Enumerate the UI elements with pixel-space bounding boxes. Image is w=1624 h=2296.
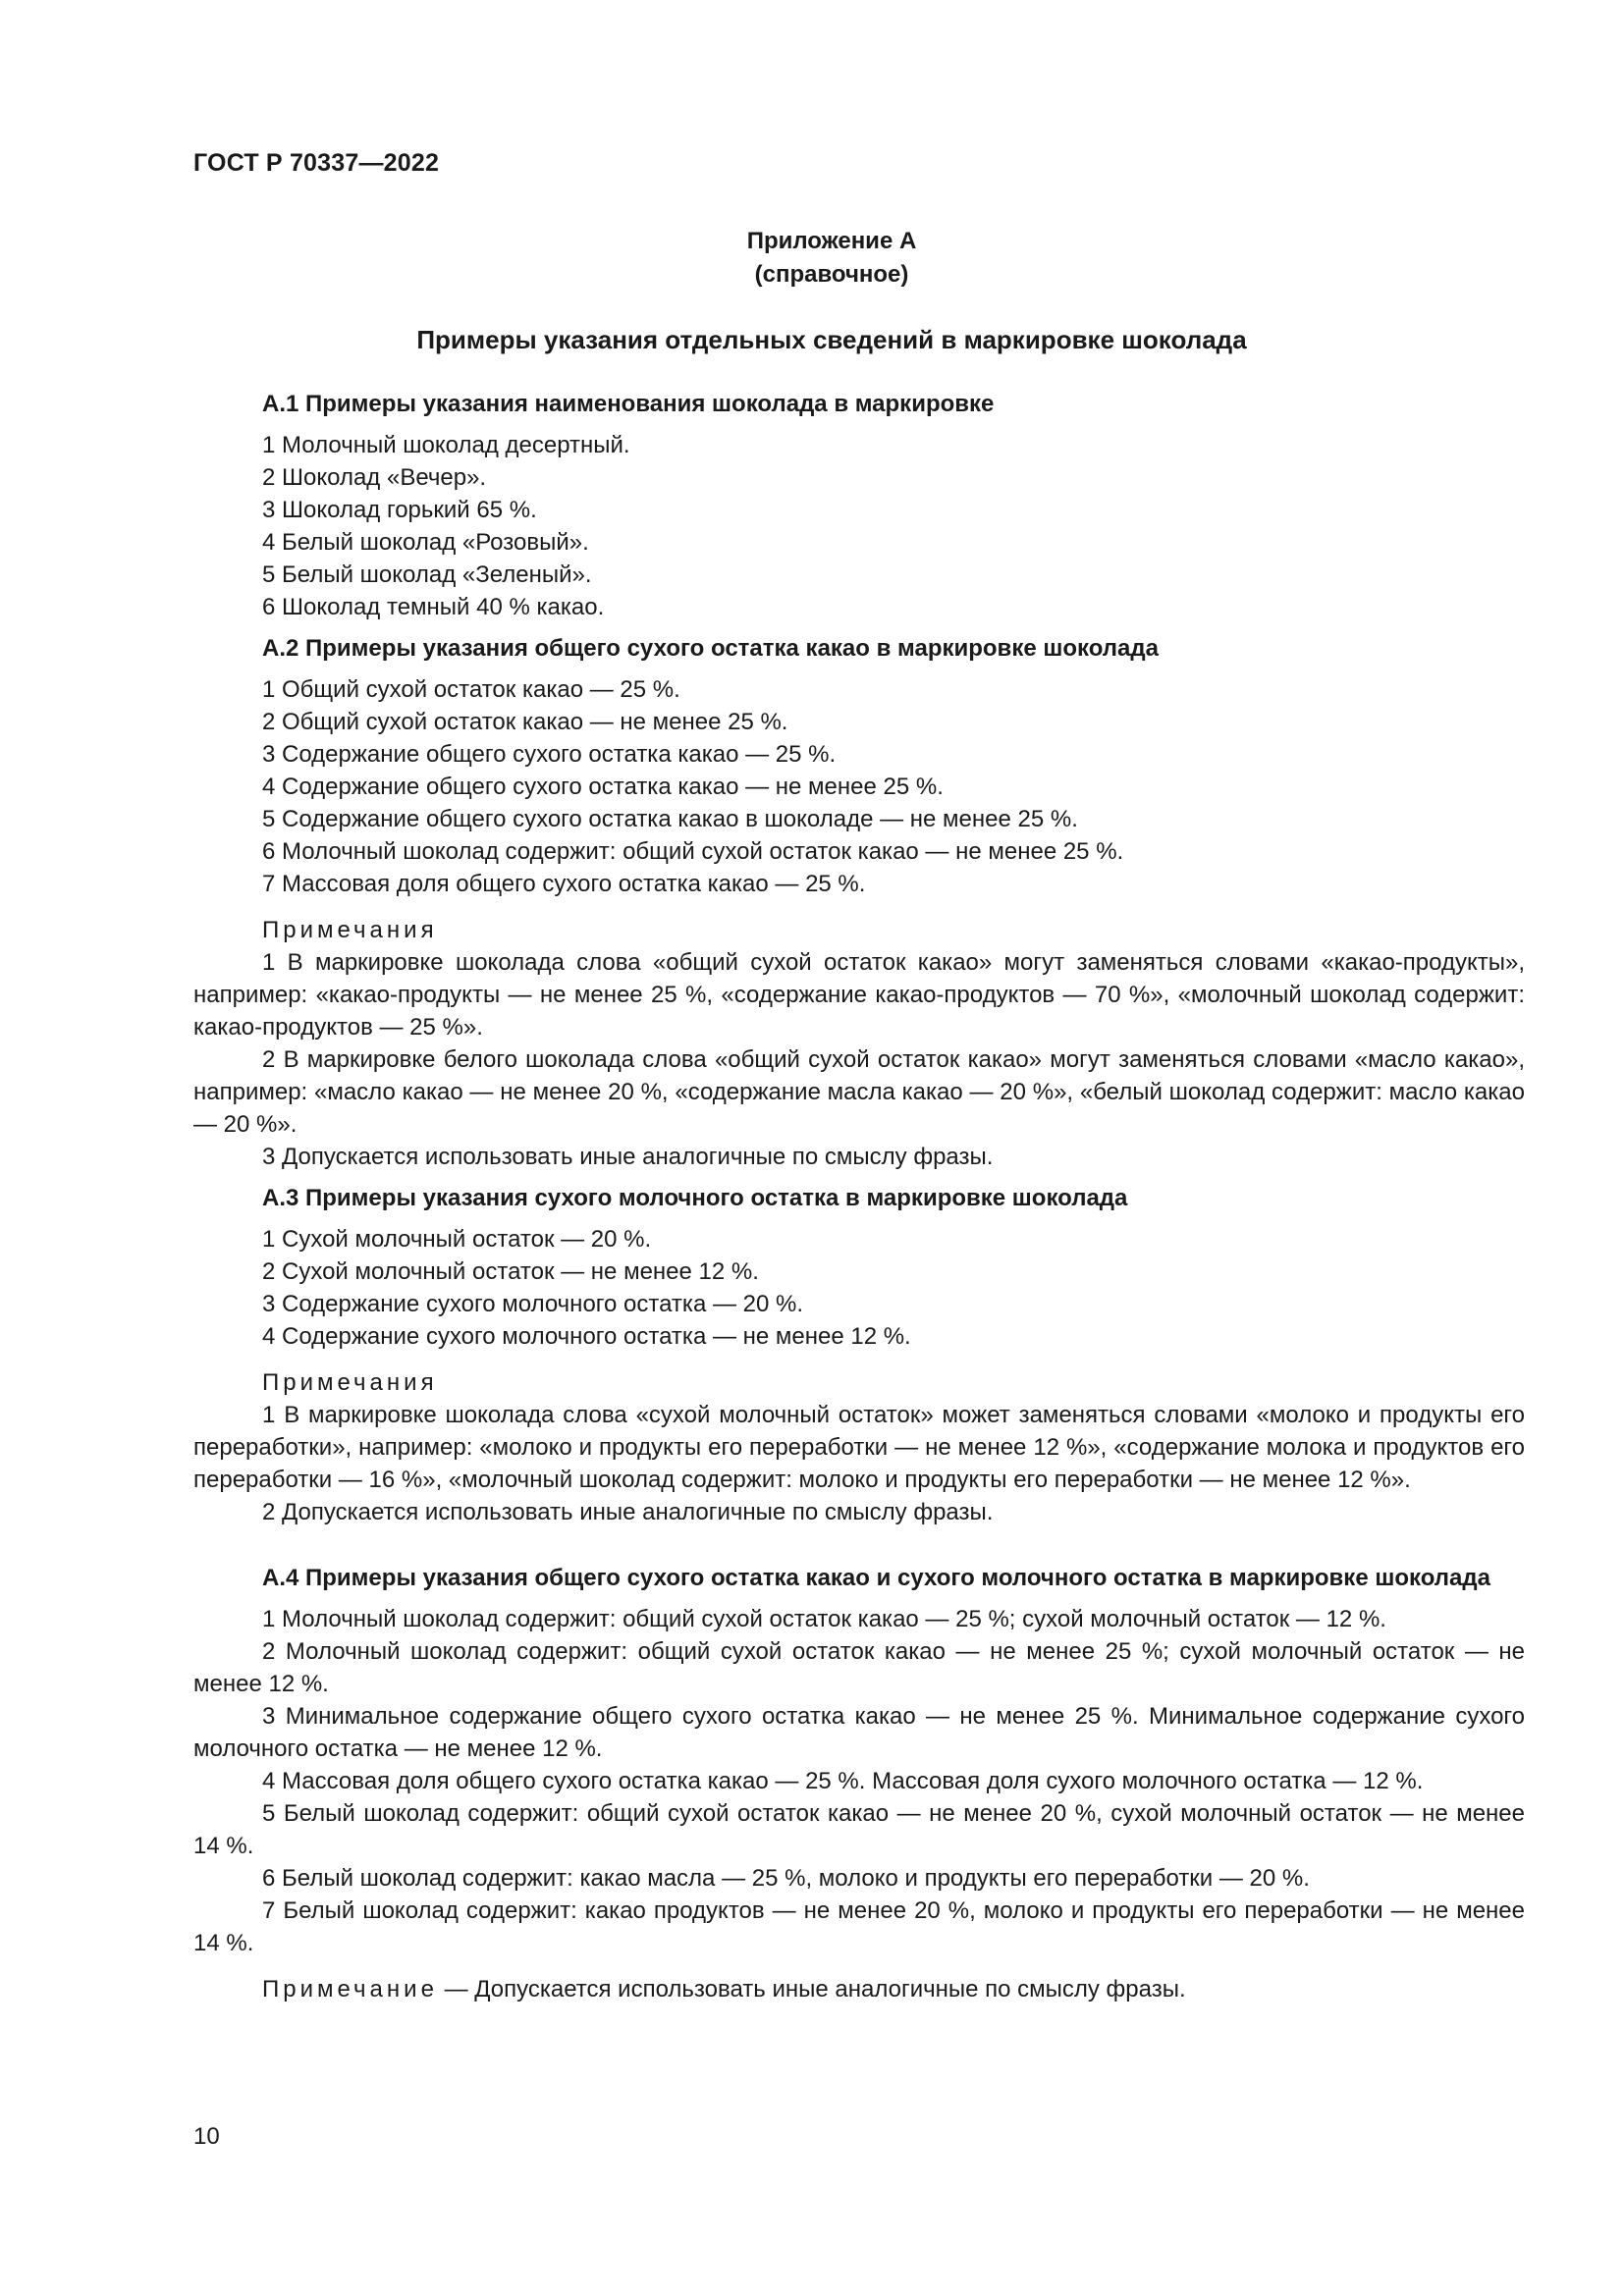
appendix-heading: Примеры указания отдельных сведений в маркировке шоколада xyxy=(416,325,1247,354)
section-a3-notes-label: Примечания xyxy=(262,1369,438,1396)
list-item: 5 Белый шоколад «Зеленый». xyxy=(262,561,592,588)
list-item: 4 Массовая доля общего сухого остатка какао — 25 %. Массовая доля сухого молочного остатка — 12 %. xyxy=(262,1768,1424,1794)
list-item: 7 Белый шоколад содержит: какао продуктов — не менее 20 %, молоко и продукты его переработки — не менее 14 %. xyxy=(193,1897,1525,1956)
section-a4-list xyxy=(193,1603,1525,1959)
list-item: 6 Белый шоколад содержит: какао масла — 25 %, молоко и продукты его переработки — 20 %. xyxy=(262,1865,1310,1892)
section-a3-title: А.3 Примеры указания сухого молочного остатка в маркировке шоколада xyxy=(262,1185,1128,1211)
list-item: 4 Содержание общего сухого остатка какао — не менее 25 %. xyxy=(262,774,944,800)
list-item: 1 Общий сухой остаток какао — 25 %. xyxy=(262,676,680,703)
section-a4-note xyxy=(193,1973,1525,2005)
note-paragraph: 3 Допускается использовать иные аналогичные по смыслу фразы. xyxy=(262,1144,994,1170)
section-a1-list xyxy=(193,429,1525,623)
list-item: 6 Молочный шоколад содержит: общий сухой остаток какао — не менее 25 %. xyxy=(262,838,1124,865)
section-a1-title: А.1 Примеры указания наименования шоколада в маркировке xyxy=(262,391,995,417)
list-item: 2 Шоколад «Вечер». xyxy=(262,464,487,491)
list-item: 3 Содержание сухого молочного остатка — 20 %. xyxy=(262,1291,803,1317)
section-a4-title: А.4 Примеры указания общего сухого остатка какао и сухого молочного остатка в маркировке шоколада xyxy=(262,1565,1490,1591)
list-item: 6 Шоколад темный 40 % какао. xyxy=(262,594,605,620)
appendix-kind: (справочное) xyxy=(754,261,909,288)
list-item: 3 Содержание общего сухого остатка какао — 25 %. xyxy=(262,741,837,768)
list-item: 7 Массовая доля общего сухого остатка какао — 25 %. xyxy=(262,871,866,897)
section-a4-note-text: — Допускается использовать иные аналогичные по смыслу фразы. xyxy=(437,1976,1186,2002)
section-a3-list xyxy=(193,1223,1525,1353)
note-paragraph: 1 В маркировке шоколада слова «сухой молочный остаток» может заменяться словами «молоко и продукты его переработки», например: «молоко и продукты его переработки — не менее 12 %», «содержание молока и продуктов его переработки — 16 %», «молочный шоколад содержит: молоко и продукты его переработки — не менее 12 %». xyxy=(193,1402,1525,1493)
list-item: 4 Содержание сухого молочного остатка — не менее 12 %. xyxy=(262,1323,911,1350)
page-number: 10 xyxy=(193,2123,220,2150)
list-item: 2 Общий сухой остаток какао — не менее 25 %. xyxy=(262,709,788,735)
section-a2-title: А.2 Примеры указания общего сухого остатка какао в маркировке шоколада xyxy=(262,635,1159,662)
list-item: 2 Сухой молочный остаток — не менее 12 %. xyxy=(262,1258,759,1285)
appendix-content xyxy=(193,388,1525,2005)
note-paragraph: 2 В маркировке белого шоколада слова «общий сухой остаток какао» могут заменяться словами «масло какао», например: «масло какао — не менее 20 %, «содержание масла какао — 20 %», «белый шоколад содержит: масло какао — 20 %». xyxy=(193,1046,1525,1138)
list-item: 1 Молочный шоколад десертный. xyxy=(262,432,630,458)
standard-designation: ГОСТ Р 70337—2022 xyxy=(193,149,440,177)
note-paragraph: 1 В маркировке шоколада слова «общий сухой остаток какао» могут заменяться словами «какао-продукты», например: «какао-продукты — не менее 25 %, «содержание какао-продуктов — 70 %», «молочный шоколад содержит: какао-продуктов — 25 %». xyxy=(193,949,1525,1041)
appendix-title: Приложение А xyxy=(746,228,917,254)
list-item: 5 Содержание общего сухого остатка какао в шоколаде — не менее 25 %. xyxy=(262,806,1078,832)
section-a2-list xyxy=(193,673,1525,900)
list-item: 2 Молочный шоколад содержит: общий сухой остаток какао — не менее 25 %; сухой молочный остаток — не менее 12 %. xyxy=(193,1638,1525,1697)
list-item: 1 Сухой молочный остаток — 20 %. xyxy=(262,1226,652,1253)
section-a4-note-label: Примечание xyxy=(262,1976,438,2002)
list-item: 5 Белый шоколад содержит: общий сухой остаток какао — не менее 20 %, сухой молочный остаток — не менее 14 %. xyxy=(193,1800,1525,1859)
list-item: 3 Минимальное содержание общего сухого остатка какао — не менее 25 %. Минимальное содержание сухого молочного остатка — не менее 12 %. xyxy=(193,1703,1525,1762)
section-a2-notes-label: Примечания xyxy=(262,917,438,943)
note-paragraph: 2 Допускается использовать иные аналогичные по смыслу фразы. xyxy=(262,1499,994,1525)
list-item: 4 Белый шоколад «Розовый». xyxy=(262,529,589,556)
list-item: 1 Молочный шоколад содержит: общий сухой остаток какао — 25 %; сухой молочный остаток — 12 %. xyxy=(262,1606,1386,1632)
list-item: 3 Шоколад горький 65 %. xyxy=(262,497,537,523)
